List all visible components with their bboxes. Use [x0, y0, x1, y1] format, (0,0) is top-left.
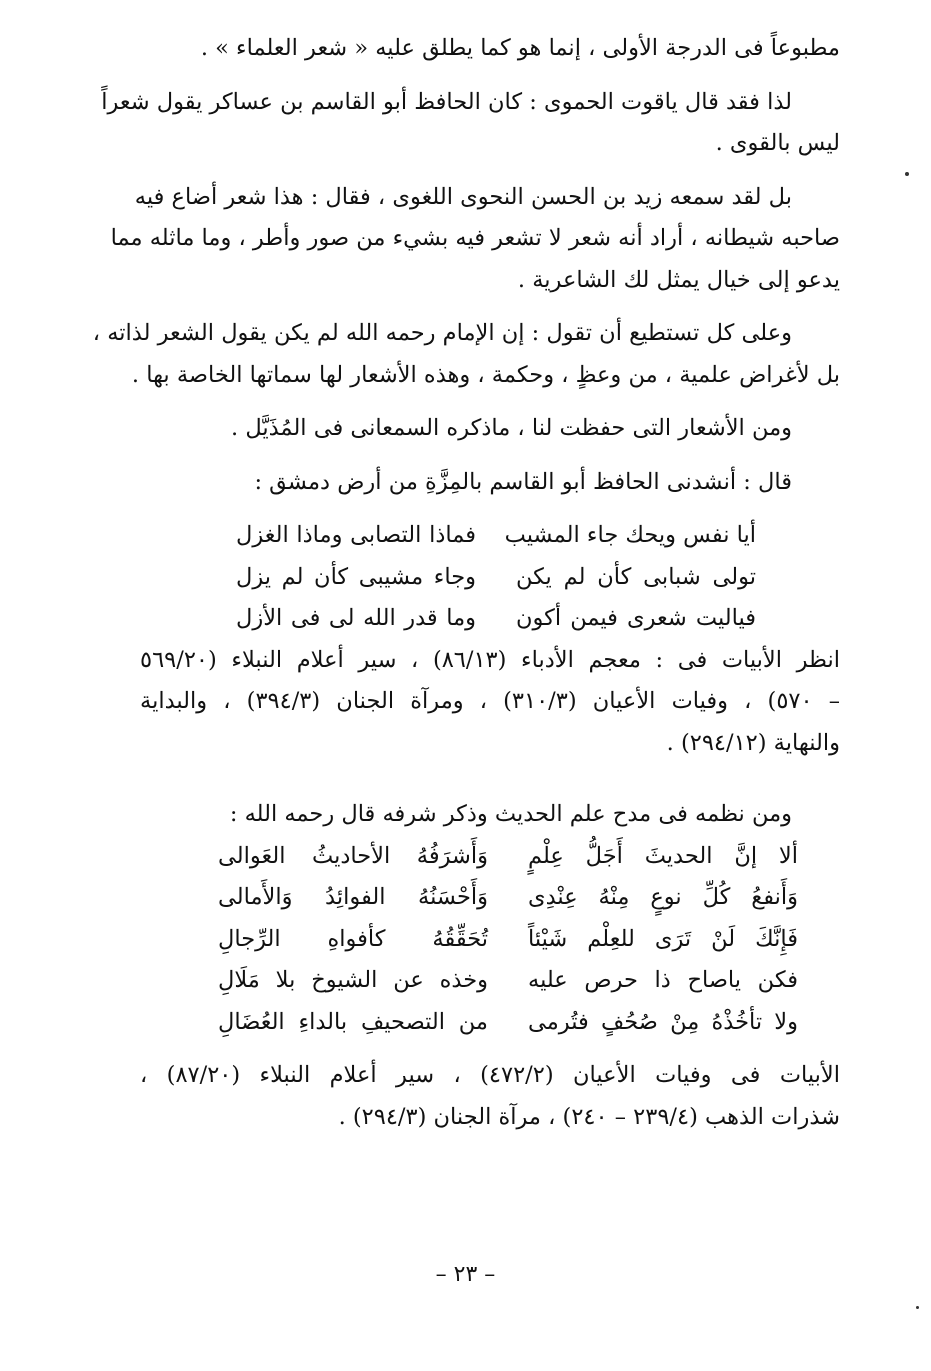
- scan-speck: [916, 1306, 919, 1309]
- verse-second-hemistich: وجاء مشيبى كأن لم يزل: [236, 563, 476, 590]
- text-line: انظر الأبيات فى : معجم الأدباء (٨٦/١٣) ، سير أعلام النبلاء (٥٦٩/٢٠: [140, 646, 840, 673]
- paragraph-8: [140, 794, 840, 836]
- text-line: بل لأغراض علمية ، من وعظٍ ، وحكمة ، وهذه الأشعار لها سماتها الخاصة بها .: [131, 361, 840, 388]
- verse-second-hemistich: فماذا التصابى وماذا الغزل: [236, 522, 476, 548]
- paragraph-9-footnote: [140, 1055, 840, 1138]
- verse-first-hemistich: فكن ياصاح ذا حرص عليه: [528, 967, 798, 993]
- text-line: صاحبه شيطانه ، أراد أنه شعر لا تشعر فيه بشيء من صور وأطر ، وما ماثله مما: [110, 225, 840, 251]
- verse-second-hemistich: تُحَقِّقُهُ كأفواهِ الرِّجالِ: [218, 925, 488, 952]
- verse-line: [140, 557, 756, 599]
- text-line: وعلى كل تستطيع أن تقول : إن الإمام رحمه الله لم يكن يقول الشعر لذاته ،: [92, 320, 792, 346]
- verse-line: [140, 836, 798, 878]
- verse-first-hemistich: فَإِنَّكَ لَنْ تَرَى للعِلْم شَيْئاً: [528, 925, 798, 952]
- text-line: والنهاية (٢٩٤/١٢) .: [666, 729, 840, 756]
- verse-first-hemistich: تولى شبابى كأن لم يكن: [516, 563, 756, 590]
- verse-line: [140, 919, 798, 961]
- verse-second-hemistich: وما قدر الله لى فى الأزل: [236, 605, 476, 631]
- verse-first-hemistich: وَأَنفعُ كُلِّ نوعٍ مِنْهُ عِنْدِى: [528, 884, 798, 910]
- verse-second-hemistich: وَأَشرَفُهُ الأحاديثُ العَوالى: [218, 842, 488, 869]
- text-line: قال : أنشدنى الحافظ أبو القاسم بالمِزَّةِ من أرض دمشق :: [254, 468, 792, 495]
- poem-1: [140, 515, 840, 640]
- verse-second-hemistich: وخذه عن الشيوخ بلا مَلَالِ: [218, 967, 488, 993]
- verse-line: [140, 1002, 798, 1044]
- page-body: [92, 28, 840, 1138]
- verse-line: [140, 598, 756, 640]
- paragraph-4: [92, 313, 840, 396]
- scan-speck: [905, 172, 909, 176]
- paragraph-2: [101, 82, 840, 165]
- text-line: يدعو إلى خيال يمثل لك الشاعرية .: [517, 266, 840, 293]
- page-number: – ٢٣ –: [435, 1262, 496, 1287]
- verse-line: [140, 877, 798, 919]
- paragraph-1: [140, 28, 840, 70]
- text-line: ليس بالقوى .: [715, 130, 840, 156]
- verse-first-hemistich: أيا نفس ويحك جاء المشيب: [504, 522, 756, 548]
- text-line: شذرات الذهب (٢٣٩/٤ – ٢٤٠) ، مرآة الجنان (٢٩٤/٣) .: [338, 1103, 840, 1130]
- text-line: الأبيات فى وفيات الأعيان (٤٧٢/٢) ، سير أعلام النبلاء (٨٧/٢٠) ،: [140, 1062, 840, 1088]
- verse-line: [140, 960, 798, 1002]
- text-line: ومن نظمه فى مدح علم الحديث وذكر شرفه قال رحمه الله :: [229, 801, 792, 827]
- verse-second-hemistich: من التصحيفِ بالداءِ العُضَالِ: [218, 1008, 488, 1035]
- verse-second-hemistich: وَأَحْسَنُهُ الفوائِدُ وَالأَمالى: [218, 884, 488, 910]
- text-line: بل لقد سمعه زيد بن الحسن النحوى اللغوى ، فقال : هذا شعر أضاع فيه: [134, 183, 792, 210]
- verse-first-hemistich: فياليت شعرى فيمن أكون: [516, 605, 756, 631]
- text-line: مطبوعاً فى الدرجة الأولى ، إنما هو كما يطلق عليه « شعر العلماء » .: [200, 35, 840, 61]
- paragraph-6: [140, 462, 840, 504]
- verse-first-hemistich: ألا إنَّ الحديثَ أَجَلُّ عِلْمٍ: [528, 842, 798, 869]
- paragraph-7-footnote: [140, 640, 840, 765]
- verse-line: [140, 515, 756, 557]
- paragraph-3: [110, 177, 840, 302]
- verse-first-hemistich: ولا تأخُذْهُ مِنْ صُحُفٍ فتُرمى: [528, 1008, 798, 1035]
- text-line: لذا فقد قال ياقوت الحموى : كان الحافظ أبو القاسم بن عساكر يقول شعراً: [101, 88, 792, 115]
- text-line: – ٥٧٠) ، وفيات الأعيان (٣١٠/٣) ، ومرآة الجنان (٣٩٤/٣) ، والبداية: [140, 688, 840, 714]
- poem-2: [140, 836, 840, 1044]
- paragraph-5: [140, 408, 840, 450]
- text-line: ومن الأشعار التى حفظت لنا ، ماذكره السمعانى فى المُذَيَّل .: [231, 415, 792, 441]
